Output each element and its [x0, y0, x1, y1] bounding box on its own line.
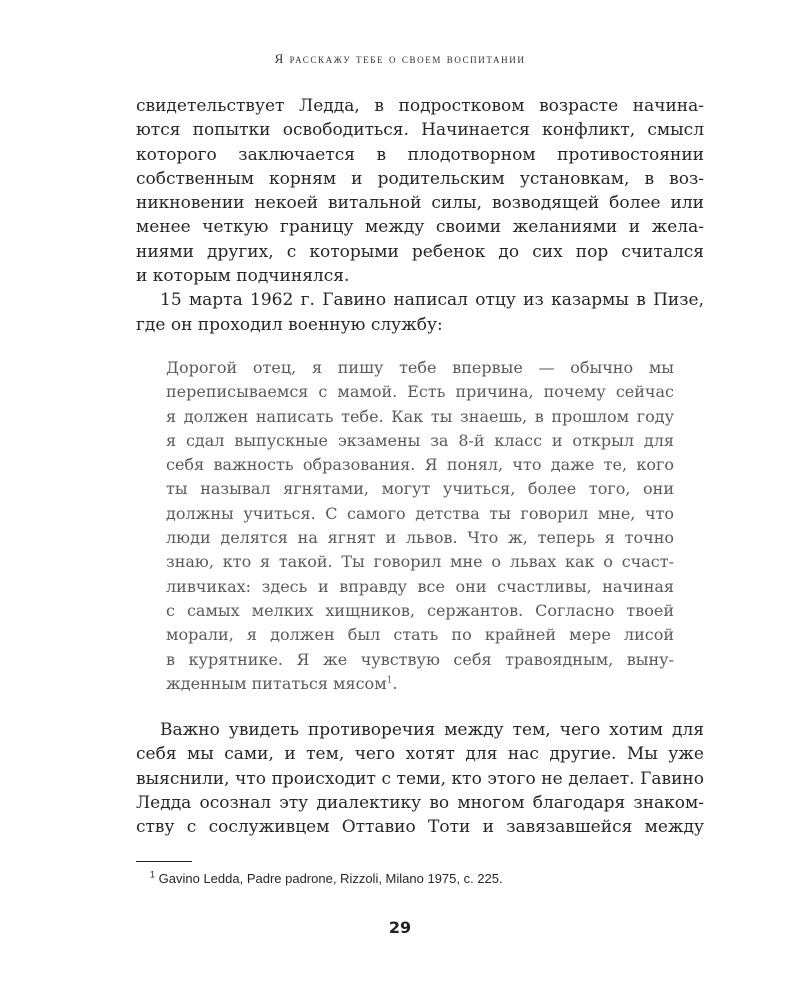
- text-line: собственным корням и родительским установкам, в воз-: [136, 168, 704, 189]
- quote-line: [166, 672, 674, 696]
- running-header: Я расскажу тебе о своем воспитании: [274, 51, 526, 66]
- text-line: менее четкую границу между своими желаниями и жела-: [136, 217, 704, 238]
- footnote-number: 1: [150, 869, 156, 880]
- text-line: себя мы сами, и тем, чего хотят для нас другие. Мы уже: [136, 744, 704, 765]
- quote-line: должны учиться. С самого детства ты говорил мне, что: [166, 503, 674, 523]
- quote-line: ливчиках: здесь и вправду все они счастливы, начиная: [166, 576, 674, 596]
- footnote-text: Gavino Ledda, Padre padrone, Rizzoli, Milano 1975, c. 225.: [158, 871, 503, 886]
- quote-line: переписываемся с мамой. Есть причина, почему сейчас: [166, 382, 674, 402]
- quote-last-text: жденным питаться мясом: [166, 673, 387, 693]
- text-line: где он проходил военную службу:: [136, 314, 443, 335]
- text-line: выяснили, что происходит с теми, кто этого не делает. Гавино: [136, 768, 704, 789]
- quote-line: я должен написать тебе. Как ты знаешь, в прошлом году: [166, 406, 674, 426]
- letter-quote: [166, 356, 674, 696]
- text-line: Ледда осознал эту диалектику во многом благодаря знаком-: [136, 792, 704, 813]
- page-number: 29: [388, 918, 412, 937]
- footnote-reference[interactable]: 1: [386, 675, 393, 686]
- quote-line: в курятнике. Я же чувствую себя травоядным, выну-: [166, 649, 674, 669]
- text-line: ются попытки освободиться. Начинается конфликт, смысл: [136, 120, 704, 141]
- quote-line: с самых мелких хищников, сержантов. Согласно твоей: [166, 600, 674, 620]
- paragraph-after-quote: [136, 718, 704, 839]
- text-line: ству с сослуживцем Оттавио Тоти и завязавшейся между: [136, 817, 704, 838]
- text-line: свидетельствует Ледда, в подростковом возрасте начина-: [136, 96, 704, 116]
- quote-line: люди делятся на ягнят и львов. Что ж, теперь я точно: [166, 528, 674, 548]
- footnote: [150, 871, 710, 886]
- quote-end-punct: .: [392, 673, 398, 693]
- quote-line: Дорогой отец, я пишу тебе впервые — обычно мы: [166, 358, 674, 377]
- text-line: и которым подчинялся.: [136, 266, 350, 287]
- text-line: никновении некоей витальной силы, возводящей более или: [136, 193, 704, 214]
- text-line: которого заключается в плодотворном противостоянии: [136, 144, 704, 165]
- text-line: ниями других, с которыми ребенок до сих пор считался: [136, 241, 704, 262]
- quote-line: морали, я должен был стать по крайней мере лисой: [166, 625, 674, 645]
- footnote-divider: [136, 861, 192, 862]
- text-line: Важно увидеть противоречия между тем, чего хотим для: [160, 720, 704, 740]
- quote-line: знаю, кто я такой. Ты говорил мне о львах как о счаст-: [166, 552, 674, 572]
- quote-line: себя важность образования. Я понял, что даже те, кого: [166, 455, 674, 475]
- quote-line: ты называл ягнятами, могут учиться, более того, они: [166, 479, 674, 499]
- paragraph-continuation: [136, 94, 704, 337]
- quote-line: я сдал выпускные экзамены за 8-й класс и открыл для: [166, 430, 674, 450]
- text-line: 15 марта 1962 г. Гавино написал отцу из казармы в Пизе,: [160, 290, 704, 311]
